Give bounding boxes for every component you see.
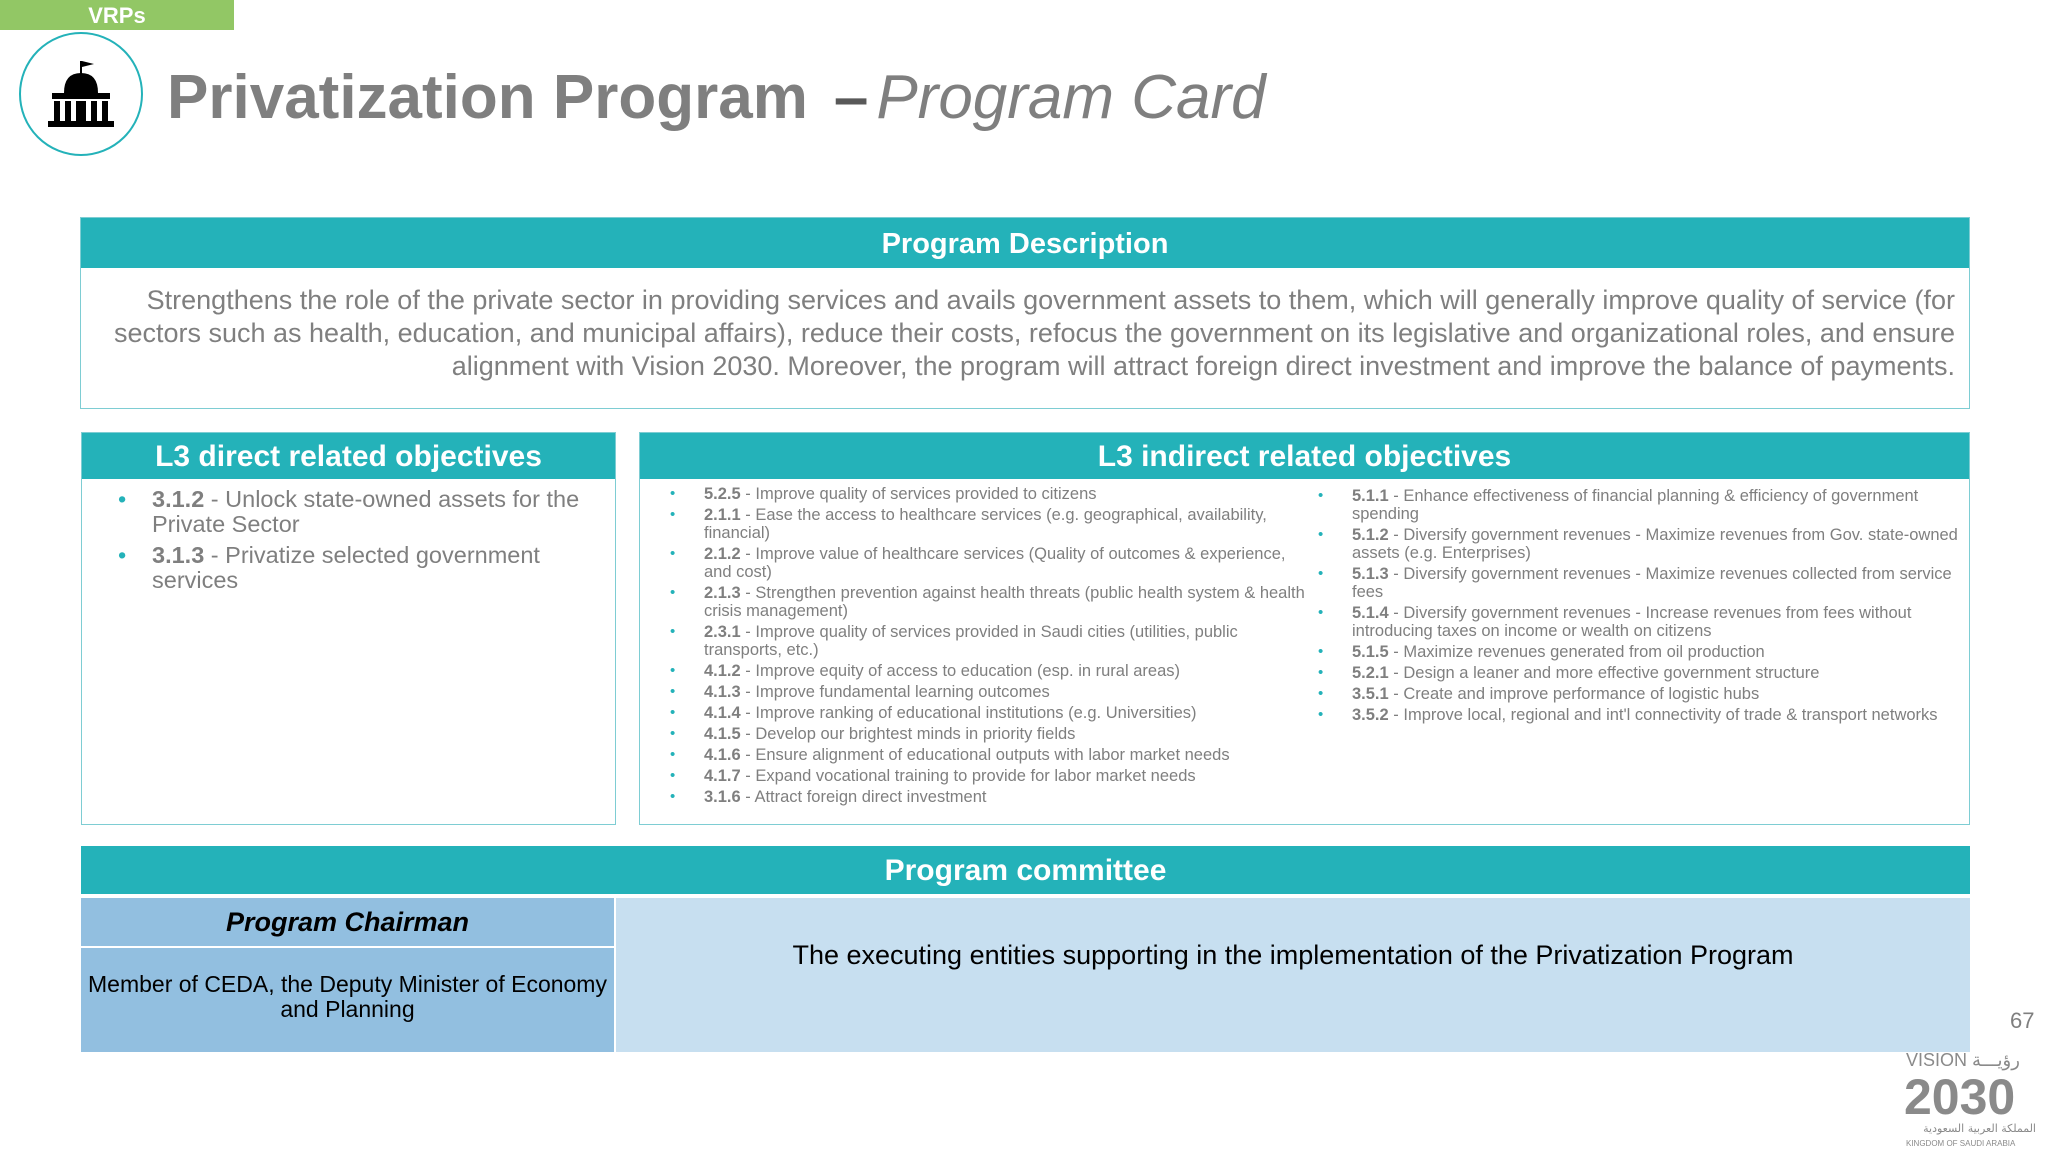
title-dash: – — [833, 63, 869, 132]
indirect-objectives-panel — [639, 432, 1970, 825]
program-chairman-label: Program Chairman — [81, 898, 614, 946]
program-description-panel — [80, 217, 1970, 409]
list-item: • 3.1.6 - Attract foreign direct investment — [670, 788, 1310, 806]
direct-objectives-heading: L3 direct related objectives — [82, 433, 615, 479]
list-item: • 5.2.1 - Design a leaner and more effective government structure — [1318, 664, 1958, 682]
title-subtitle: Program Card — [876, 63, 1266, 132]
list-item: • 5.2.5 - Improve quality of services provided to citizens — [670, 485, 1310, 503]
program-description-text: Strengthens the role of the private sector in providing services and avails government assets to them, which will generally improve quality of service (for sectors such as health, education, and municipal affairs), reduce their costs, refocus the government on its legislative and organizational roles, and ensure alignment with Vision 2030. Moreover, the program will attract foreign direct investment and improve the balance of payments. — [113, 285, 1955, 381]
list-item: • 4.1.5 - Develop our brightest minds in priority fields — [670, 725, 1310, 743]
program-chairman-value: Member of CEDA, the Deputy Minister of Economy and Planning — [81, 948, 614, 1052]
direct-objectives-list — [82, 479, 615, 593]
title-main: Privatization Program — [167, 63, 808, 132]
page-number: 67 — [2010, 1008, 2035, 1033]
program-description-heading: Program Description — [81, 218, 1969, 268]
list-item: • 2.1.2 - Improve value of healthcare services (Quality of outcomes & experience, and cost) — [670, 545, 1310, 581]
list-item: • 3.1.3 - Privatize selected government services — [118, 543, 605, 593]
direct-objectives-panel — [81, 432, 616, 825]
list-item: • 4.1.6 - Ensure alignment of educational outputs with labor market needs — [670, 746, 1310, 764]
list-item: • 2.3.1 - Improve quality of services provided in Saudi cities (utilities, public transports, etc.) — [670, 623, 1310, 659]
list-item: • 4.1.7 - Expand vocational training to provide for labor market needs — [670, 767, 1310, 785]
government-building-icon — [19, 32, 143, 156]
list-item: • 2.1.1 - Ease the access to healthcare services (e.g. geographical, availability, financial) — [670, 506, 1310, 542]
logo-english-text: KINGDOM OF SAUDI ARABIA — [1906, 1139, 2016, 1148]
logo-vision-text: VISION رؤيـــة — [1906, 1050, 2020, 1070]
list-item: • 3.1.2 - Unlock state-owned assets for the Private Sector — [118, 487, 605, 537]
list-item: • 5.1.2 - Diversify government revenues - Maximize revenues from Gov. state-owned assets (e.g. Enterprises) — [1318, 526, 1958, 562]
list-item: • 5.1.1 - Enhance effectiveness of financial planning & efficiency of government spending — [1318, 487, 1958, 523]
list-item: • 3.5.2 - Improve local, regional and int'l connectivity of trade & transport networks — [1318, 706, 1958, 724]
section-tag: VRPs — [0, 0, 234, 30]
executing-entities-text: The executing entities supporting in the implementation of the Privatization Program — [616, 898, 1970, 1052]
logo-year-text: 2030 — [1904, 1069, 2016, 1125]
list-item: • 5.1.5 - Maximize revenues generated from oil production — [1318, 643, 1958, 661]
page-title — [167, 62, 1266, 133]
indirect-objectives-list-right — [1318, 487, 1958, 727]
list-item: • 2.1.3 - Strengthen prevention against health threats (public health system & health crisis management) — [670, 584, 1310, 620]
list-item: • 4.1.3 - Improve fundamental learning outcomes — [670, 683, 1310, 701]
list-item: • 5.1.3 - Diversify government revenues - Maximize revenues collected from service fees — [1318, 565, 1958, 601]
logo-arabic-text: المملكة العربية السعودية — [1923, 1122, 2036, 1135]
list-item: • 4.1.4 - Improve ranking of educational institutions (e.g. Universities) — [670, 704, 1310, 722]
program-committee-heading: Program committee — [81, 846, 1970, 894]
list-item: • 5.1.4 - Diversify government revenues - Increase revenues from fees without introducing taxes on income or wealth on citizens — [1318, 604, 1958, 640]
list-item: • 4.1.2 - Improve equity of access to education (esp. in rural areas) — [670, 662, 1310, 680]
indirect-objectives-list-left — [670, 485, 1310, 809]
vision-2030-logo — [1904, 1046, 2040, 1150]
list-item: • 3.5.1 - Create and improve performance of logistic hubs — [1318, 685, 1958, 703]
indirect-objectives-heading: L3 indirect related objectives — [640, 433, 1969, 479]
